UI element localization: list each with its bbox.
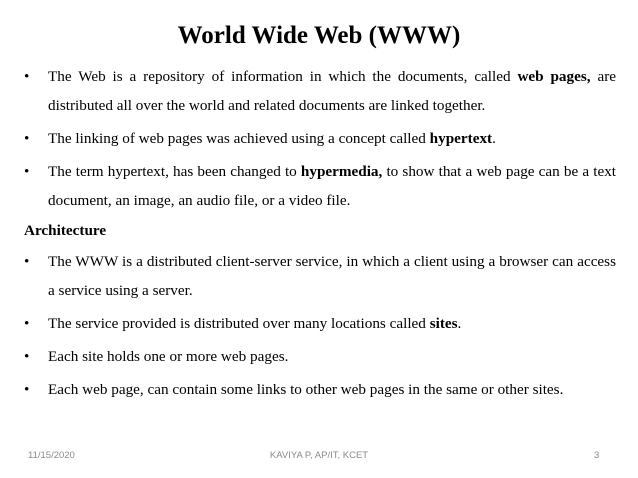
bullet-text: . — [457, 315, 462, 332]
bullet-list-intro — [24, 62, 616, 215]
bullet-dot-icon: • — [24, 130, 30, 147]
bold-term: hypermedia, — [300, 163, 383, 180]
bold-term: sites — [429, 315, 458, 332]
bullet-text: The linking of web pages was achieved using a concept called — [48, 130, 430, 147]
bullet-item — [24, 342, 616, 371]
bullet-text: are distributed all over the world and related documents are linked together. — [48, 68, 616, 114]
bullet-text: . — [492, 130, 496, 147]
bullet-text: Each site holds one or more web pages. — [48, 348, 289, 365]
bullet-item — [24, 157, 616, 215]
slide-title: World Wide Web (WWW) — [177, 22, 461, 49]
bullet-text: The WWW is a distributed client-server service, in which a client using a browser can access a service using a server. — [48, 253, 616, 299]
bullet-text: to show that a web page can be a text document, an image, an audio file, or a video file. — [48, 163, 617, 209]
bullet-dot-icon: • — [24, 68, 30, 85]
slide-content — [24, 62, 616, 408]
footer-page-number: 3 — [594, 450, 600, 461]
bullet-list-architecture — [24, 247, 616, 404]
bullet-text: The term hypertext, has been changed to — [48, 163, 301, 180]
bullet-text: The service provided is distributed over many locations called — [48, 315, 430, 332]
bullet-text: Each web page, can contain some links to other web pages in the same or other sites. — [48, 381, 564, 398]
bullet-dot-icon: • — [24, 381, 30, 398]
footer-date: 11/15/2020 — [28, 450, 75, 461]
section-heading: Architecture — [24, 222, 107, 239]
bullet-text: The Web is a repository of information in which the documents, called — [48, 68, 518, 85]
bullet-item — [24, 247, 616, 305]
bullet-dot-icon: • — [24, 348, 30, 365]
bullet-item — [24, 309, 616, 338]
bullet-dot-icon: • — [24, 315, 30, 332]
bullet-item — [24, 124, 616, 153]
bullet-item — [24, 62, 616, 120]
bullet-item — [24, 375, 616, 404]
bullet-dot-icon: • — [24, 253, 30, 270]
footer-author: KAVIYA P, AP/IT, KCET — [269, 450, 369, 461]
bold-term: web pages, — [517, 68, 591, 85]
bullet-dot-icon: • — [24, 163, 30, 180]
bold-term: hypertext — [429, 130, 493, 147]
